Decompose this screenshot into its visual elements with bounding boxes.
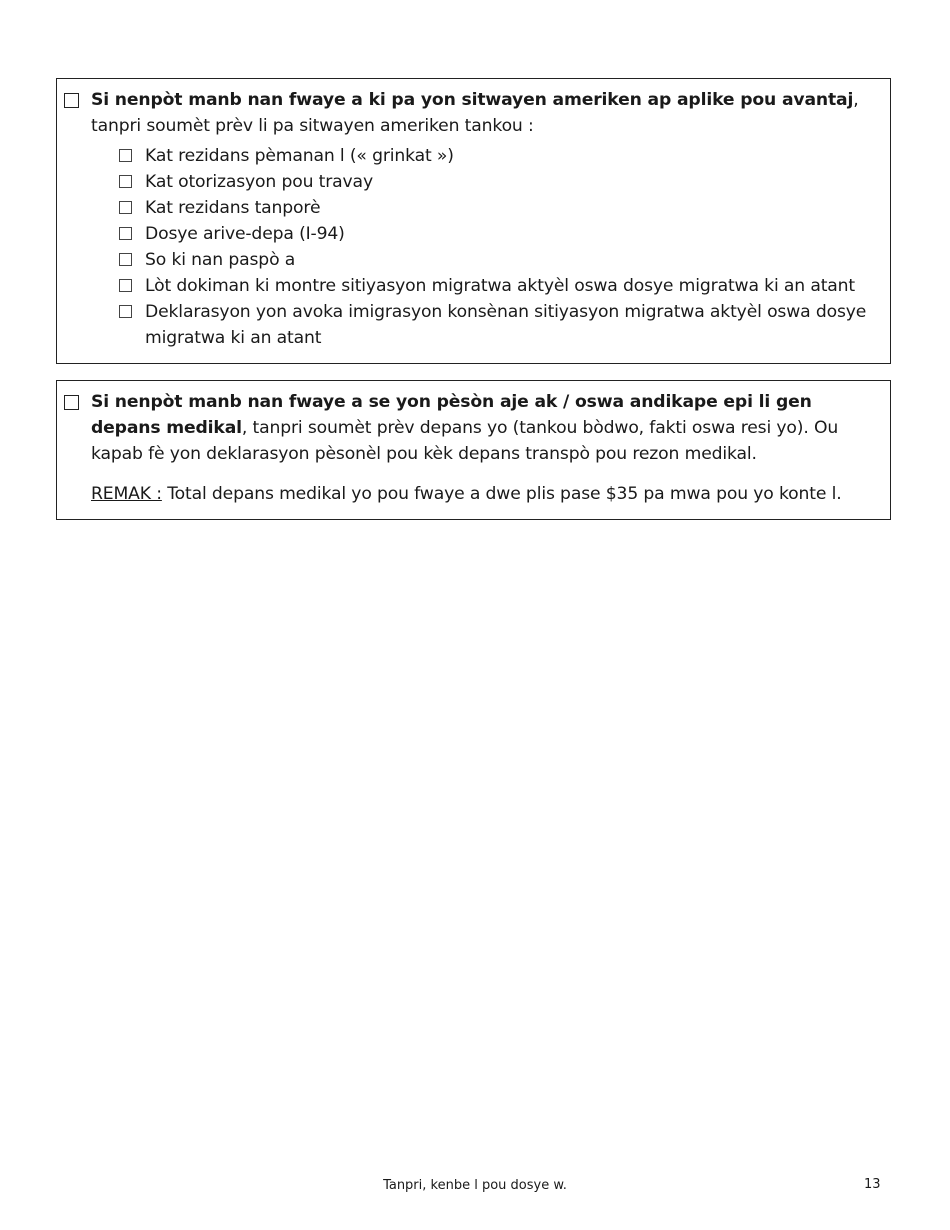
document-option-checkbox[interactable] bbox=[119, 279, 132, 292]
document-option-checkbox[interactable] bbox=[119, 175, 132, 188]
noncitizen-proof-section bbox=[56, 78, 891, 364]
document-option-label: Lòt dokiman ki montre sitiyasyon migratwa aktyèl oswa dosye migratwa ki an atant bbox=[145, 276, 856, 296]
document-option-checkbox[interactable] bbox=[119, 201, 132, 214]
document-option bbox=[119, 221, 882, 247]
document-option bbox=[119, 143, 882, 169]
document-option-label: Kat otorizasyon pou travay bbox=[145, 172, 373, 192]
noncitizen-instruction-bold: Si nenpòt manb nan fwaye a ki pa yon sitwayen ameriken ap aplike pou avantaj bbox=[91, 90, 854, 110]
document-option bbox=[119, 299, 882, 351]
document-option-label: Kat rezidans tanporè bbox=[145, 198, 321, 218]
remark-label: REMAK : bbox=[91, 484, 162, 504]
medical-expenses-instruction-bold: Si nenpòt manb nan fwaye a se yon pèsòn aje ak / oswa andikape epi li gen depans medikal bbox=[91, 392, 812, 438]
document-option bbox=[119, 169, 882, 195]
document-option-label: Kat rezidans pèmanan l (« grinkat ») bbox=[145, 146, 454, 166]
document-option bbox=[119, 273, 882, 299]
document-option-checkbox[interactable] bbox=[119, 305, 132, 318]
medical-expenses-instruction bbox=[91, 389, 880, 467]
document-option-label: So ki nan paspò a bbox=[145, 250, 296, 270]
noncitizen-checkbox[interactable] bbox=[64, 93, 79, 108]
remark-note bbox=[91, 481, 880, 507]
document-option-label: Deklarasyon yon avoka imigrasyon konsènan sitiyasyon migratwa aktyèl oswa dosye migratwa ki an atant bbox=[145, 302, 867, 348]
document-option-checkbox[interactable] bbox=[119, 253, 132, 266]
document-options-list bbox=[119, 143, 882, 351]
document-option bbox=[119, 247, 882, 273]
medical-expenses-instruction-rest: , tanpri soumèt prèv depans yo (tankou bòdwo, fakti oswa resi yo). Ou kapab fè yon deklarasyon pèsonèl pou kèk depans transpò pou rezon medikal. bbox=[91, 418, 839, 464]
medical-expenses-section bbox=[56, 380, 891, 520]
footer-note: Tanpri, kenbe l pou dosye w. bbox=[383, 1178, 567, 1193]
noncitizen-instruction bbox=[91, 87, 880, 139]
document-option-checkbox[interactable] bbox=[119, 149, 132, 162]
document-option-checkbox[interactable] bbox=[119, 227, 132, 240]
remark-text: Total depans medikal yo pou fwaye a dwe plis pase $35 pa mwa pou yo konte l. bbox=[161, 484, 842, 504]
document-option-label: Dosye arive-depa (I-94) bbox=[145, 224, 345, 244]
document-option bbox=[119, 195, 882, 221]
noncitizen-instruction-rest: , tanpri soumèt prèv li pa sitwayen ameriken tankou : bbox=[91, 90, 859, 136]
page-number: 13 bbox=[864, 1177, 881, 1192]
medical-expenses-checkbox[interactable] bbox=[64, 395, 79, 410]
